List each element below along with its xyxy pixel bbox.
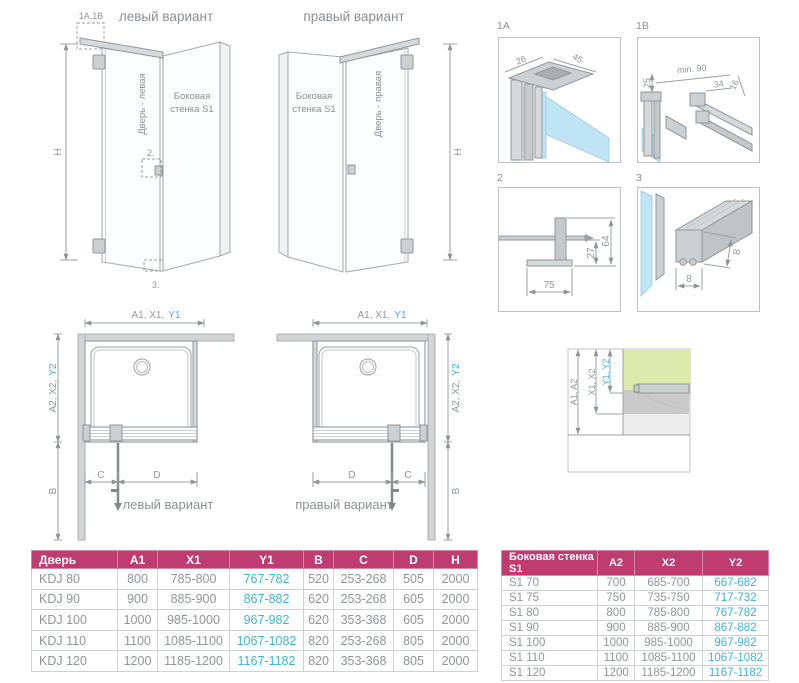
table-row xyxy=(502,606,769,621)
hinge-bottom xyxy=(93,239,105,253)
table-cell: 1067-1082 xyxy=(703,651,769,666)
seal-strip xyxy=(656,194,664,280)
door-panel xyxy=(102,48,160,271)
table-cell: 800 xyxy=(598,606,635,621)
table-cell: 1000 xyxy=(118,610,158,631)
side-wall-edge xyxy=(220,42,230,256)
dim-label-c: C xyxy=(97,470,105,481)
table-cell: 717-732 xyxy=(703,591,769,606)
bar-tip xyxy=(585,234,594,242)
table-row xyxy=(502,651,769,666)
dim-label-16: 16 xyxy=(727,78,741,92)
plan-right-variant xyxy=(262,306,500,548)
plan-top-dim xyxy=(131,310,180,321)
table-cell: S1 75 xyxy=(502,591,598,606)
tray-section-gray xyxy=(623,390,689,414)
column-header: X1 xyxy=(158,551,230,569)
detail-ref-3: 3. xyxy=(152,280,160,290)
dim-accent: Y2 xyxy=(48,363,59,376)
table-cell: S1 70 xyxy=(502,576,598,591)
dim-label-34: 34 xyxy=(713,78,725,90)
dim-label-d: D xyxy=(153,470,161,481)
end-block xyxy=(420,425,427,441)
detail-ref-1a1b: 1A,1B xyxy=(78,11,104,21)
profile-hook xyxy=(634,385,639,392)
table-cell: 985-1000 xyxy=(635,636,703,651)
plan-right-caption: правый вариант xyxy=(295,497,393,512)
table-cell: 885-900 xyxy=(635,621,703,636)
column-header: C xyxy=(334,551,394,569)
table-row xyxy=(502,621,769,636)
table-cell: 620 xyxy=(304,589,334,610)
elevation-right-variant xyxy=(262,4,497,306)
height-dim-label: H xyxy=(53,148,64,156)
table-cell: 867-882 xyxy=(230,589,304,610)
base-plate xyxy=(527,260,572,266)
table-cell: 900 xyxy=(598,621,635,636)
side-wall-table xyxy=(501,550,769,681)
table-cell: 2000 xyxy=(434,589,478,610)
dim-label-y1y2: Y1, Y2 xyxy=(601,358,611,386)
table-row xyxy=(32,610,478,631)
dim-label-d: D xyxy=(348,470,356,481)
table-cell: 820 xyxy=(304,630,334,651)
table-cell: 253-268 xyxy=(334,630,394,651)
seal-profile-face xyxy=(676,230,702,262)
handle-mark xyxy=(111,489,118,492)
column-header: Y1 xyxy=(230,551,304,569)
column-header: D xyxy=(394,551,434,569)
dim-accent: Y2 xyxy=(451,363,462,376)
wall-top xyxy=(277,334,435,341)
plan-side-dim xyxy=(48,363,59,412)
table-header-row xyxy=(502,551,769,576)
side-wall-label: Боковая xyxy=(295,91,333,102)
table-cell: KDJ 100 xyxy=(32,610,118,631)
table-cell: 820 xyxy=(304,651,334,672)
hinge-top xyxy=(93,55,105,69)
glass-pane xyxy=(641,191,652,296)
profile-clamp xyxy=(641,92,661,101)
wall-right xyxy=(428,334,435,540)
dim-label-8h: 8 xyxy=(731,248,744,256)
table-cell: 967-982 xyxy=(230,610,304,631)
table-cell: KDJ 110 xyxy=(32,630,118,651)
table-row xyxy=(32,589,478,610)
arm-elbow xyxy=(690,93,705,106)
table-cell: 253-268 xyxy=(334,589,394,610)
detail-label-1a: 1A xyxy=(497,20,510,32)
table-cell: KDJ 90 xyxy=(32,589,118,610)
corner-mount-detail xyxy=(565,328,725,478)
wall-profile xyxy=(511,80,522,160)
side-wall-panel xyxy=(163,42,220,271)
table-cell: 620 xyxy=(304,610,334,631)
table-cell: S1 110 xyxy=(502,651,598,666)
hinge-top xyxy=(401,55,413,69)
glass-pane xyxy=(545,96,609,162)
table-cell: 2000 xyxy=(434,610,478,631)
table-cell: 767-782 xyxy=(703,606,769,621)
table-cell: 520 xyxy=(304,569,334,590)
dim-prefix: A1, X1, xyxy=(357,310,391,321)
base-section-light xyxy=(623,414,689,435)
plan-side-dim xyxy=(451,363,462,412)
detail-label-1b: 1B xyxy=(636,20,649,32)
side-wall-label: Боковая xyxy=(173,91,211,102)
glass-clamp xyxy=(666,116,686,139)
table-cell: 2000 xyxy=(434,569,478,590)
table-cell: 253-268 xyxy=(334,569,394,590)
table-cell: 667-682 xyxy=(703,576,769,591)
table-cell: 1085-1100 xyxy=(158,630,230,651)
table-cell: 785-800 xyxy=(158,569,230,590)
seal-lip xyxy=(690,259,696,265)
side-wall-label: стенка S1 xyxy=(292,104,336,115)
side-wall-edge xyxy=(279,52,288,257)
table-row xyxy=(502,666,769,681)
table-header-row xyxy=(32,551,478,569)
column-header: Дверь xyxy=(32,551,118,569)
table-cell: KDJ 120 xyxy=(32,651,118,672)
table-row xyxy=(32,569,478,590)
seal-lip xyxy=(680,259,686,265)
detail-label-2: 2 xyxy=(497,172,503,184)
table-row xyxy=(502,576,769,591)
door-label: Дверь - правая xyxy=(373,70,384,138)
table-cell: 1167-1182 xyxy=(230,651,304,672)
arm-connector xyxy=(696,111,709,123)
dim-label-x1x2: X1, X2 xyxy=(587,368,597,396)
table-cell: S1 90 xyxy=(502,621,598,636)
height-dim-label: H xyxy=(453,148,464,156)
table-cell: 605 xyxy=(394,589,434,610)
table-cell: 805 xyxy=(394,630,434,651)
table-cell: 985-1000 xyxy=(158,610,230,631)
column-header: A2 xyxy=(598,551,635,576)
dim-prefix: A1, X1, xyxy=(131,310,165,321)
table-cell: S1 80 xyxy=(502,606,598,621)
hinge-bottom xyxy=(401,239,413,253)
table-cell: 1100 xyxy=(598,651,635,666)
plan-top-dim xyxy=(357,310,406,321)
table-cell: 1200 xyxy=(118,651,158,672)
table-row xyxy=(502,591,769,606)
table-cell: 967-982 xyxy=(703,636,769,651)
table-cell: 505 xyxy=(394,569,434,590)
table-cell: 2000 xyxy=(434,630,478,651)
swing-arrow xyxy=(114,503,122,511)
plan-left-caption: левый вариант xyxy=(122,497,214,512)
wall-profile xyxy=(524,84,533,160)
table-cell: 1185-1200 xyxy=(158,651,230,672)
left-variant-title: левый вариант xyxy=(118,9,214,24)
bottom-profile xyxy=(555,218,566,260)
dim-prefix: A2, X2, xyxy=(48,379,59,413)
table-cell: 767-782 xyxy=(230,569,304,590)
table-cell: 785-800 xyxy=(635,606,703,621)
table-cell: S1 100 xyxy=(502,636,598,651)
column-header: X2 xyxy=(635,551,703,576)
side-wall-label: стенка S1 xyxy=(170,104,214,115)
detail-1b xyxy=(637,37,760,163)
dim-label-c: C xyxy=(404,470,412,481)
dim-ext xyxy=(704,264,730,268)
detail-1a xyxy=(498,37,621,163)
table-cell: 1000 xyxy=(598,636,635,651)
table-cell: 885-900 xyxy=(158,589,230,610)
side-wall-panel xyxy=(288,52,343,272)
detail-ref-2: 2. xyxy=(147,148,155,158)
table-cell: 800 xyxy=(118,569,158,590)
door-label: Дверь - левая xyxy=(137,73,148,135)
column-header: A1 xyxy=(118,551,158,569)
dim-accent: Y1 xyxy=(394,310,407,321)
dim-label-75: 75 xyxy=(543,280,555,291)
handle-mark xyxy=(392,489,399,492)
column-header: Y2 xyxy=(703,551,769,576)
table-cell: 1100 xyxy=(118,630,158,651)
dim-label-45: 45 xyxy=(570,51,585,66)
mount-bar xyxy=(499,236,585,240)
table-cell: 867-882 xyxy=(703,621,769,636)
table-cell: 1200 xyxy=(598,666,635,681)
dim-label-27: 27 xyxy=(586,247,597,259)
door-table xyxy=(31,550,478,672)
pivot-block xyxy=(388,425,400,441)
table-cell: S1 120 xyxy=(502,666,598,681)
table-row xyxy=(502,636,769,651)
wall-profile xyxy=(535,87,542,158)
table-cell: 1067-1082 xyxy=(230,630,304,651)
table-cell: 2000 xyxy=(434,651,478,672)
table-cell: 700 xyxy=(598,576,635,591)
table-cell: 605 xyxy=(394,610,434,631)
column-header: B xyxy=(304,551,334,569)
table-cell: 353-368 xyxy=(334,610,394,631)
table-row xyxy=(32,651,478,672)
dim-accent: Y1 xyxy=(168,310,181,321)
table-cell: 1167-1182 xyxy=(703,666,769,681)
table-row xyxy=(32,630,478,651)
dim-label-26: 26 xyxy=(514,53,528,67)
dim-label-b: B xyxy=(48,487,59,495)
dim-label-min90: min. 90 xyxy=(676,62,707,76)
column-header: H xyxy=(434,551,478,569)
detail-3 xyxy=(637,187,760,312)
pivot-block xyxy=(110,425,122,441)
detail-label-3: 3 xyxy=(636,172,642,184)
elevation-left-variant xyxy=(30,4,260,306)
door-handle xyxy=(348,165,355,174)
dim-label-b: B xyxy=(451,487,462,495)
table-cell: 735-750 xyxy=(635,591,703,606)
table-cell: 685-700 xyxy=(635,576,703,591)
wall-profile xyxy=(644,96,652,156)
wall-top xyxy=(78,334,234,341)
table-cell: 805 xyxy=(394,651,434,672)
right-variant-title: правый вариант xyxy=(303,9,405,24)
table-cell: 900 xyxy=(118,589,158,610)
wall-profile-bar xyxy=(637,384,689,393)
detail-2 xyxy=(498,187,621,312)
table-cell: 353-368 xyxy=(334,651,394,672)
table-cell: KDJ 80 xyxy=(32,569,118,590)
plan-left-variant xyxy=(28,306,260,548)
dim-label-25: 25 xyxy=(642,77,652,89)
end-block xyxy=(83,425,90,441)
dim-label-64: 64 xyxy=(601,235,612,247)
wall-profile xyxy=(654,100,660,158)
table-cell: 1085-1100 xyxy=(635,651,703,666)
dim-prefix: A2, X2, xyxy=(451,379,462,413)
dim-label-a1a2: A1, A2 xyxy=(569,378,579,406)
table-cell: 1185-1200 xyxy=(635,666,703,681)
dim-label-8w: 8 xyxy=(686,274,692,285)
table-cell: 750 xyxy=(598,591,635,606)
column-header: Боковая стенка S1 xyxy=(502,551,598,576)
